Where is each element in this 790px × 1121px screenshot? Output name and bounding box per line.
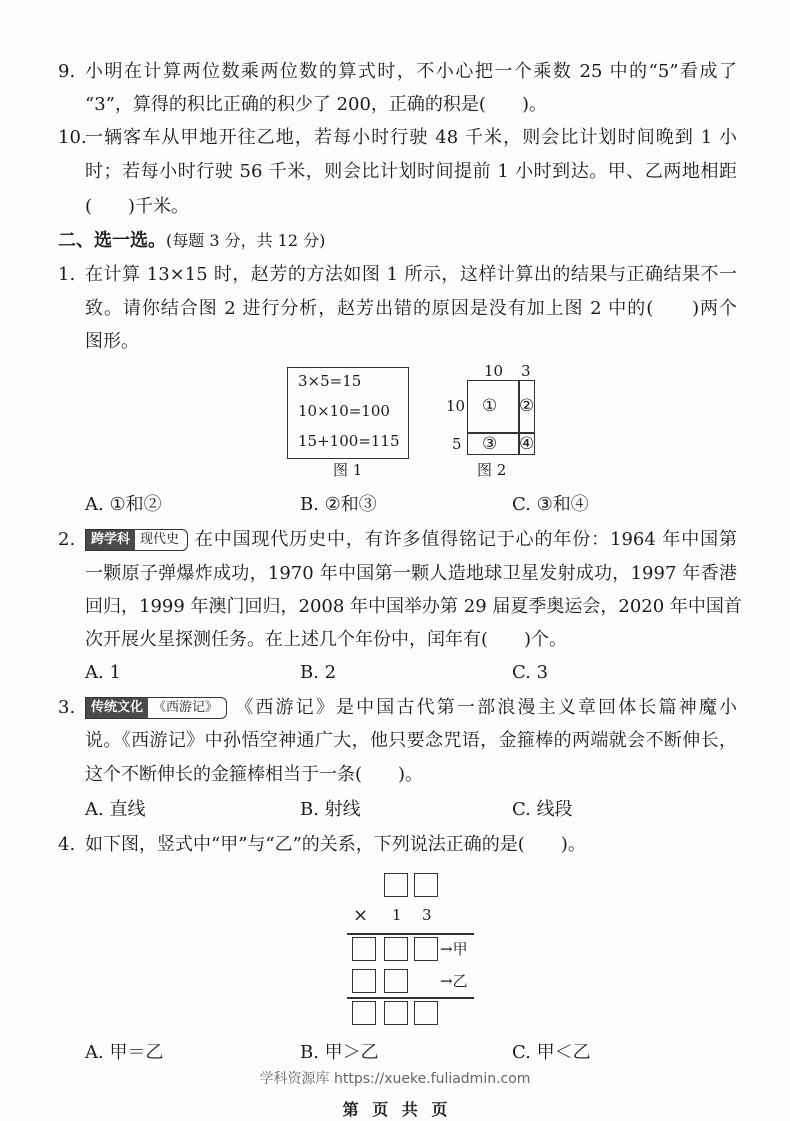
- s1-number: 1.: [58, 264, 76, 285]
- fig2-top-label: 3: [521, 362, 531, 380]
- s4-option-b: B. 甲＞乙: [300, 1042, 379, 1063]
- digit: 3: [422, 906, 432, 924]
- fig2-cell: ③: [482, 434, 498, 454]
- fig2-top-label: 10: [484, 362, 504, 380]
- fig2-caption: 图 2: [477, 461, 507, 479]
- page-footer: 第 页 共 页: [342, 1100, 448, 1119]
- s4-line: 如下图，竖式中“甲”与“乙”的关系，下列说法正确的是( )。: [85, 834, 586, 855]
- s1-line: 在计算 13×15 时，赵芳的方法如图 1 所示，这样计算出的结果与正确结果不一: [85, 264, 737, 285]
- s2-option-c: C. 3: [512, 662, 549, 683]
- s3-text: 《西游记》是中国古代第一部浪漫主义章回体长篇神魔小: [233, 697, 737, 718]
- fig2-cell: ④: [519, 434, 535, 454]
- s4-number: 4.: [58, 834, 76, 855]
- s3-option-a: A. 直线: [85, 799, 146, 820]
- fig2-left-label: 5: [452, 435, 462, 453]
- s2-number: 2.: [58, 529, 76, 550]
- q10-line: ( )千米。: [85, 196, 190, 217]
- s2-line: 回归，1999 年澳门回归，2008 年中国举办第 29 届夏季奥运会，2020 年中国首: [85, 596, 742, 617]
- fig1-row: 10×10=100: [298, 402, 390, 420]
- digit: 1: [392, 906, 402, 924]
- s4-option-a: A. 甲＝乙: [85, 1042, 164, 1063]
- times-sign: ×: [353, 905, 369, 926]
- watermark: 学科资源库 https://xueke.fuliadmin.com: [259, 1071, 531, 1087]
- q9-line: “3”，算得的积比正确的积少了 200，正确的积是( )。: [85, 94, 547, 115]
- fig2-cell: ②: [519, 396, 535, 416]
- label-yi: →乙: [440, 972, 468, 990]
- s2-line: 一颗原子弹爆炸成功，1970 年中国第一颗人造地球卫星发射成功，1997 年香港: [85, 563, 737, 584]
- figure-1: [287, 367, 409, 459]
- s3-line: [85, 696, 737, 720]
- badge-label: 传统文化: [86, 698, 148, 718]
- section-scoring: (每题 3 分，共 12 分): [166, 231, 326, 250]
- s3-option-c: C. 线段: [512, 799, 573, 820]
- s3-option-b: B. 射线: [300, 799, 361, 820]
- q10-line: 一辆客车从甲地开往乙地，若每小时行驶 48 千米，则会比计划时间晚到 1 小: [85, 127, 737, 148]
- badge-topic: 现代史: [140, 532, 180, 547]
- s2-option-b: B. 2: [300, 662, 337, 683]
- s2-line: [85, 528, 737, 552]
- fig1-caption: 图 1: [333, 461, 363, 479]
- s1-option-c: C. ③和④: [512, 494, 589, 515]
- s2-option-a: A. 1: [85, 662, 121, 683]
- s3-line: 说。《西游记》中孙悟空神通广大，他只要念咒语，金箍棒的两端就会不断伸长，: [85, 730, 737, 751]
- s2-text: 在中国现代历史中，有许多值得铭记于心的年份：1964 年中国第: [194, 529, 737, 550]
- s3-number: 3.: [58, 697, 76, 718]
- q10-line: 时；若每小时行驶 56 千米，则会比计划时间提前 1 小时到达。甲、乙两地相距: [85, 161, 737, 182]
- fig2-cell: ①: [482, 396, 498, 416]
- section-heading: [58, 229, 325, 253]
- badge-topic: 《西游记》: [153, 700, 219, 715]
- s1-option-b: B. ②和③: [300, 494, 377, 515]
- cross-subject-badge: [85, 529, 188, 551]
- s1-option-a: A. ①和②: [85, 494, 162, 515]
- q9-line: 小明在计算两位数乘两位数的算式时，不小心把一个乘数 25 中的“5”看成了: [85, 61, 737, 82]
- badge-label: 跨学科: [86, 530, 135, 550]
- section-title: 二、选一选。: [58, 230, 166, 251]
- s1-line: 致。请你结合图 2 进行分析，赵芳出错的原因是没有加上图 2 中的( )两个: [85, 298, 737, 319]
- culture-badge: [85, 697, 227, 719]
- s4-option-c: C. 甲＜乙: [512, 1042, 591, 1063]
- fig2-left-label: 10: [446, 397, 466, 415]
- fig1-row: 3×5=15: [298, 372, 362, 390]
- s2-line: 次开展火星探测任务。在上述几个年份中，闰年有( )个。: [85, 629, 568, 650]
- s3-line: 这个不断伸长的金箍棒相当于一条( )。: [85, 764, 424, 785]
- q9-number: 9.: [58, 61, 76, 82]
- q10-number: 10.: [58, 127, 87, 148]
- fig1-row: 15+100=115: [298, 432, 400, 450]
- s1-line: 图形。: [85, 331, 139, 352]
- label-jia: →甲: [440, 940, 468, 958]
